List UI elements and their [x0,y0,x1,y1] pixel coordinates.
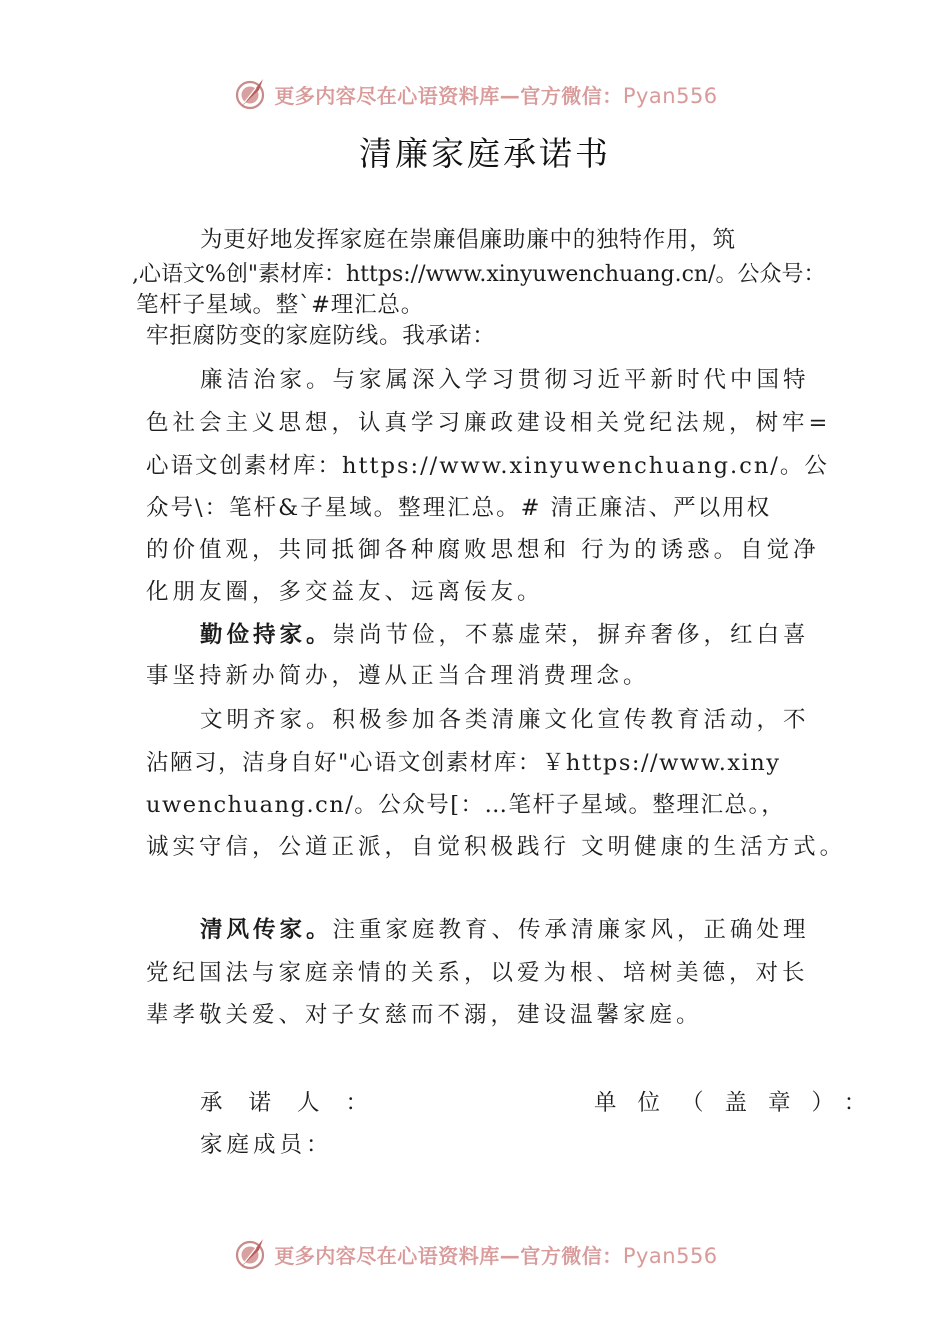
quill-seal-icon [232,1236,268,1272]
section4-heading: 清风传家。 [200,917,333,943]
wechat-id: Pyan556 [622,83,718,108]
promisor-label: 承诺人： [200,1090,395,1116]
intro-line-2: ,心语文%创"素材库：https://www.xinyuwenchuang.cn/。公众号： [132,262,826,287]
page-title: 清廉家庭承诺书 [359,134,611,173]
intro-line-3: 笔杆子星域。整`#理汇总。 [136,292,425,318]
banner-text: 更多内容尽在心语资料库—官方微信：Pyan556 [274,1243,718,1268]
section2-line-2: 事坚持新办简办，遵从正当合理消费理念。 [146,663,650,689]
intro-line-4: 牢拒腐防变的家庭防线。我承诺： [146,323,496,349]
section3-line-4: 诚实守信，公道正派，自觉积极践行 文明健康的生活方式。 [146,834,847,860]
section1-line-4: 众号\：笔杆&子星域。整理汇总。# 清正廉洁、严以用权 [146,495,772,521]
wechat-id: Pyan556 [622,1243,718,1268]
section1-line-1: 廉洁治家。与家属深入学习贯彻习近平新时代中国特 [200,367,810,393]
section4-line-1 [200,912,810,944]
section1-line-5: 的价值观，共同抵御各种腐败思想和 行为的诱惑。自觉净 [146,537,820,563]
section4-line-3: 辈孝敬关爱、对子女慈而不溺，建设温馨家庭。 [146,1002,703,1028]
section4-line-1-rest: 注重家庭教育、传承清廉家风，正确处理 [332,917,810,943]
family-members-label: 家庭成员： [200,1132,333,1158]
unit-seal-label: 单位（盖章）： [594,1090,888,1116]
section1-line-6: 化朋友圈，多交益友、远离佞友。 [146,579,544,605]
section2-line-1-rest: 崇尚节俭，不慕虚荣，摒弃奢侈，红白喜 [332,622,810,648]
quill-seal-icon [232,76,268,112]
banner-text: 更多内容尽在心语资料库—官方微信：Pyan556 [274,83,718,108]
footer-banner [0,1232,950,1276]
section2-line-1 [200,617,810,649]
section3-line-3: uwenchuang.cn/。公众号[：…笔杆子星域。整理汇总。， [146,792,786,818]
section1-line-2: 色社会主义思想，认真学习廉政建设相关党纪法规，树牢= [146,410,832,436]
section1-line-3: 心语文创素材库：https://www.xinyuwenchuang.cn/。公 [146,453,829,479]
section3-line-1: 文明齐家。积极参加各类清廉文化宣传教育活动，不 [200,707,810,733]
section4-line-2: 党纪国法与家庭亲情的关系，以爱为根、培树美德，对长 [146,960,809,986]
section3-line-2: 沾陋习，洁身自好"心语文创素材库：￥https://www.xiny [146,750,781,776]
header-banner [0,72,950,116]
intro-line-1: 为更好地发挥家庭在崇廉倡廉助廉中的独特作用，筑 [200,227,736,253]
section2-heading: 勤俭持家。 [200,622,333,648]
